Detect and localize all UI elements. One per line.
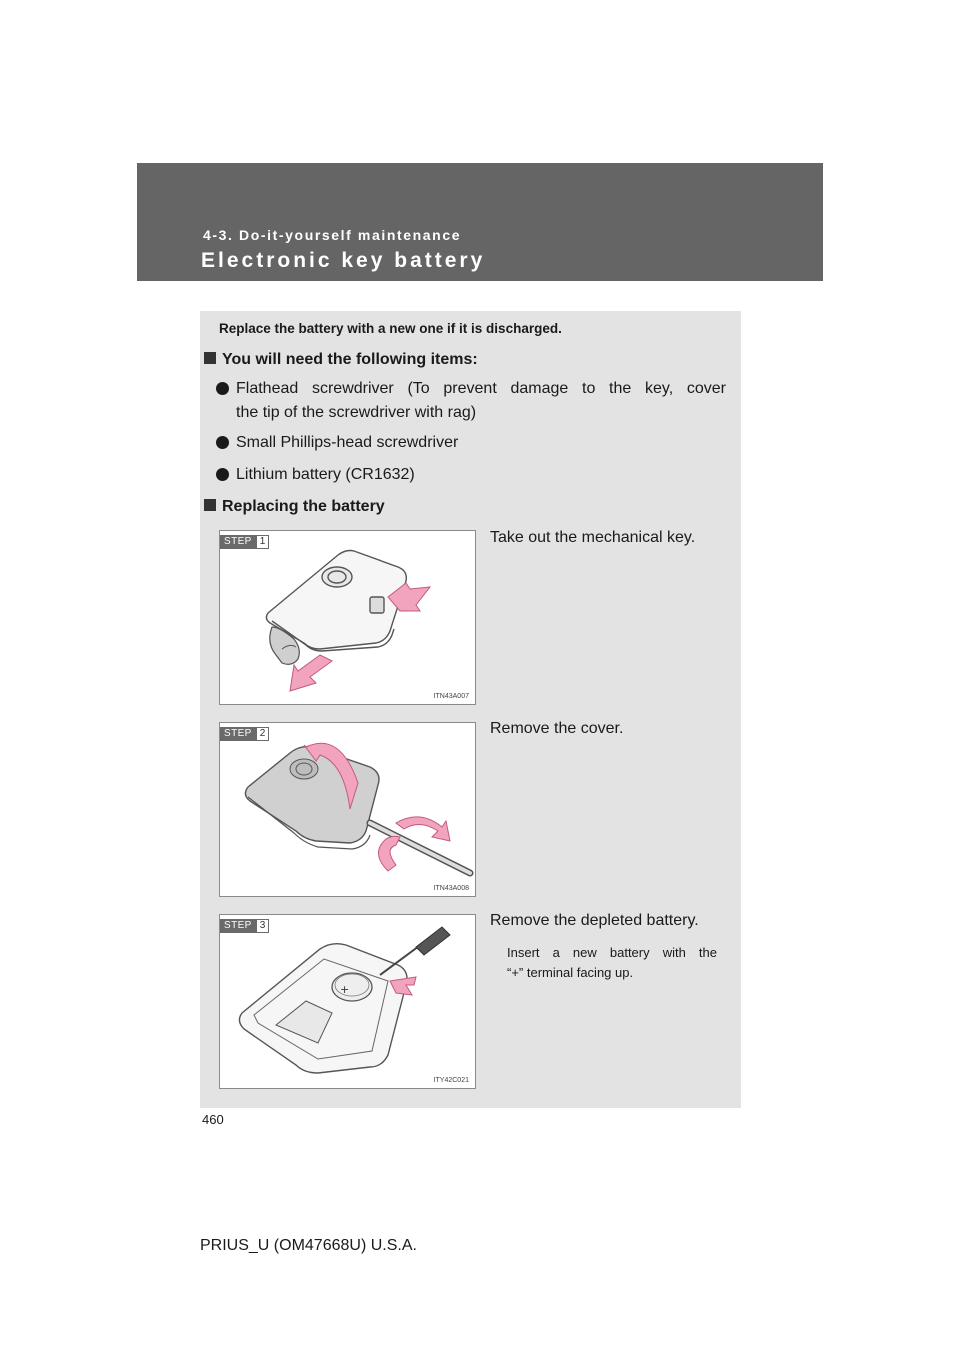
items-heading-text: You will need the following items:: [222, 351, 478, 368]
replace-heading-text: Replacing the battery: [222, 498, 385, 515]
step-badge-number: 3: [256, 919, 270, 933]
step-1-text: Take out the mechanical key.: [490, 529, 696, 546]
list-item-line: Flathead screwdriver (To prevent damage to the key, cover: [236, 380, 726, 397]
bullet-icon: [216, 436, 229, 449]
list-item-text: Lithium battery (CR1632): [236, 466, 415, 483]
page-number: 460: [202, 1112, 224, 1127]
note-line: Insert a new battery with the: [507, 945, 717, 960]
svg-text:+: +: [340, 983, 350, 996]
step-3-figure: [219, 914, 476, 1089]
intro-text: Replace the battery with a new one if it is discharged.: [219, 321, 562, 336]
step-2-figure: [219, 722, 476, 897]
figure-code: ITY42C021: [433, 1077, 469, 1084]
model-footer: PRIUS_U (OM47668U) U.S.A.: [200, 1237, 417, 1254]
step-3-text: Remove the depleted battery.: [490, 912, 699, 929]
step-badge-label: STEP: [220, 727, 256, 741]
battery-removal-illustration: [220, 915, 475, 1088]
list-item: [236, 377, 726, 425]
step-badge-label: STEP: [220, 919, 256, 933]
figure-code: ITN43A008: [433, 885, 469, 892]
bullet-icon: [216, 382, 229, 395]
key-fob-illustration: [220, 531, 475, 704]
square-bullet-icon: [204, 352, 216, 364]
step-badge-number: 2: [256, 727, 270, 741]
note-line: “+” terminal facing up.: [507, 965, 634, 980]
chapter-header: [137, 163, 823, 281]
page-title: Electronic key battery: [201, 249, 486, 272]
step-badge-number: 1: [256, 535, 270, 549]
list-item: [236, 431, 726, 455]
section-label: 4-3. Do-it-yourself maintenance: [203, 227, 462, 243]
list-item: [236, 463, 726, 487]
items-heading: [204, 351, 478, 369]
step-badge-label: STEP: [220, 535, 256, 549]
replace-heading: [204, 498, 385, 516]
key-cover-illustration: [220, 723, 475, 896]
step-1-figure: [219, 530, 476, 705]
step-3-note: [507, 943, 717, 983]
bullet-icon: [216, 468, 229, 481]
figure-code: ITN43A007: [433, 693, 469, 700]
list-item-line: the tip of the screwdriver with rag): [236, 404, 477, 421]
list-item-text: Small Phillips-head screwdriver: [236, 434, 459, 451]
square-bullet-icon: [204, 499, 216, 511]
content-panel: [200, 311, 741, 1108]
step-2-text: Remove the cover.: [490, 720, 624, 737]
